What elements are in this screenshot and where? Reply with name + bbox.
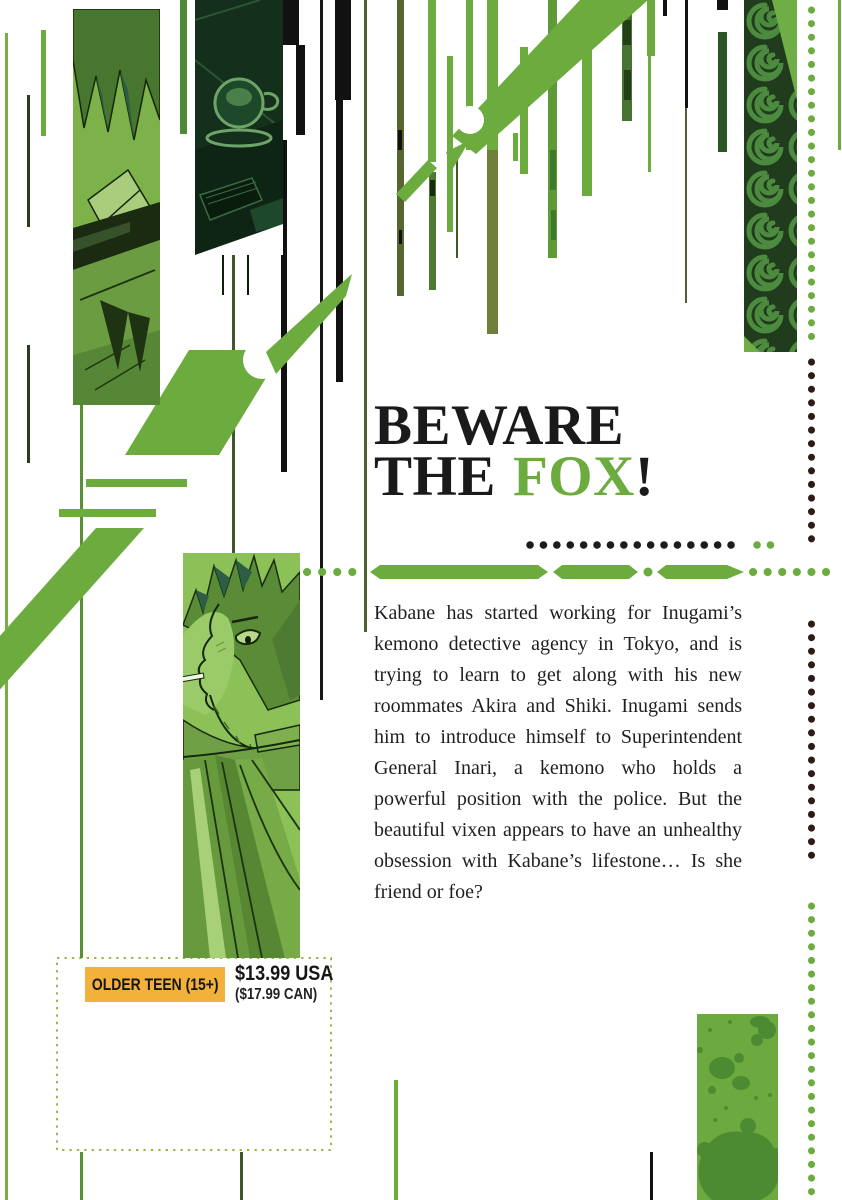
tagline: [374, 394, 655, 508]
price-usa: $13.99 USA: [235, 962, 334, 985]
age-rating-label: OLDER TEEN (15+): [91, 974, 219, 994]
tagline-the: THE: [374, 445, 496, 508]
price-can: ($17.99 CAN): [235, 986, 318, 1003]
tagline-line1: BEWARE: [374, 394, 625, 457]
tagline-exclamation: !: [634, 445, 655, 508]
synopsis-paragraph: Kabane has started working for Inugami’s kemono detective agency in Tokyo, and is trying to learn to get along with his new roommates Akira and Shiki. Inugami sends him to introduce himself to Superintendent General Inari, a kemono who holds a powerful position with the police. But the beautiful vixen appears to have an unhealthy obsession with Kabane’s lifestone… Is she friend or foe?: [374, 602, 742, 903]
price-block: [235, 962, 333, 1004]
tagline-line2: [374, 445, 655, 508]
age-rating-badge: [85, 967, 225, 1002]
tagline-fox: FOX: [512, 445, 635, 508]
